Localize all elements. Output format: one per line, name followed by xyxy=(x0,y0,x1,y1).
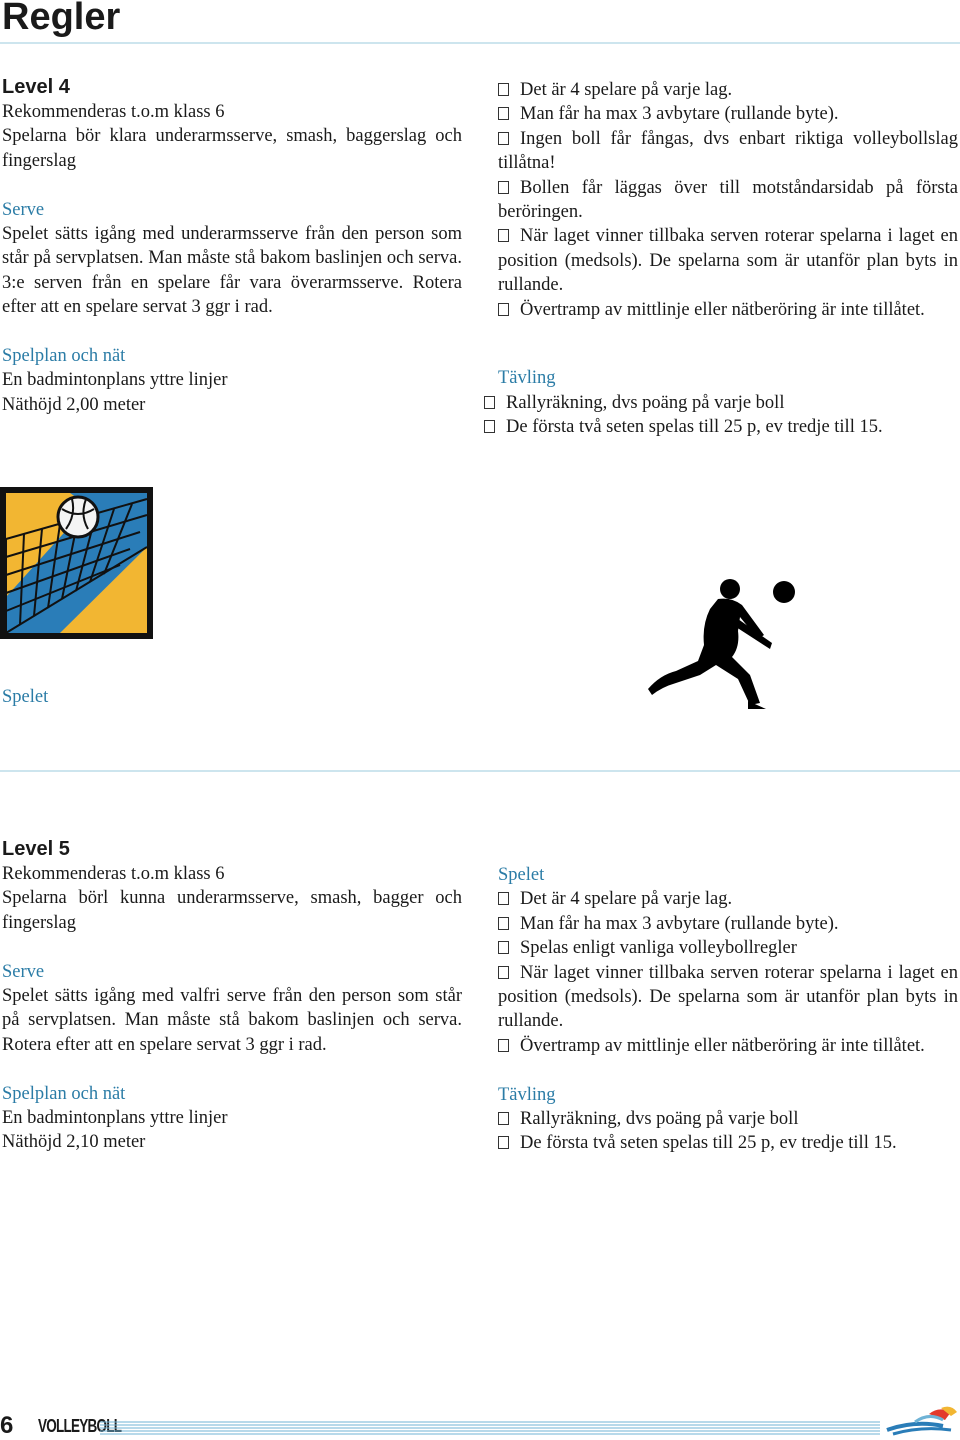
checkbox-bullet-icon xyxy=(498,181,509,194)
checkbox-bullet-icon xyxy=(498,966,509,979)
level5-serve-heading: Serve xyxy=(2,961,45,982)
level5-left-column xyxy=(2,836,462,1155)
checkbox-bullet-icon xyxy=(498,83,509,96)
level5-right-column xyxy=(498,863,958,1156)
level5-heading: Level 5 xyxy=(2,838,70,860)
level5-competition-item: De första två seten spelas till 25 p, ev tredje till 15. xyxy=(498,1131,958,1155)
level5-skills: Spelarna börl kunna underarmsserve, smash, bagger och fingerslag xyxy=(2,888,462,933)
level4-recommendation: Rekommenderas t.o.m klass 6 xyxy=(2,102,225,122)
footer-decorative-lines xyxy=(100,1420,880,1436)
level4-competition-item: De första två seten spelas till 25 p, ev tredje till 15. xyxy=(484,415,958,439)
level4-rule-item: Man får ha max 3 avbytare (rullande byte). xyxy=(498,102,958,126)
checkbox-bullet-icon xyxy=(498,1039,509,1052)
checkbox-bullet-icon xyxy=(498,1112,509,1125)
level4-court-lines: En badmintonplans yttre linjer xyxy=(2,370,228,391)
checkbox-bullet-icon xyxy=(484,396,495,409)
level4-competition-heading: Tävling xyxy=(498,368,556,389)
level5-rule-item: Övertramp av mittlinje eller nätberöring är inte tillåtet. xyxy=(498,1034,958,1058)
checkbox-bullet-icon xyxy=(498,107,509,120)
level4-game-section xyxy=(2,685,202,709)
checkbox-bullet-icon xyxy=(498,229,509,242)
checkbox-bullet-icon xyxy=(498,941,509,954)
level4-rule-item: Ingen boll får fångas, dvs enbart riktiga volleybollslag tillåtna! xyxy=(498,128,958,174)
level4-serve-text: Spelet sätts igång med underarmsserve från den person som står på servplatsen. Man måste stå bakom baslinjen och serva. 3:e serven från en spelare får vara överarmsserve. Rotera efter att en spelare servat 3 ggr i rad. xyxy=(2,224,462,318)
level5-court-lines: En badmintonplans yttre linjer xyxy=(2,1108,228,1129)
level5-rule-item: Man får ha max 3 avbytare (rullande byte). xyxy=(498,912,958,936)
level4-serve-heading: Serve xyxy=(2,199,45,220)
level4-court-heading: Spelplan och nät xyxy=(2,346,126,367)
checkbox-bullet-icon xyxy=(498,892,509,905)
level5-net-height: Näthöjd 2,10 meter xyxy=(2,1132,146,1153)
footer-brand: VOLLEYBOLL xyxy=(38,1416,122,1436)
level5-recommendation: Rekommenderas t.o.m klass 6 xyxy=(2,864,225,884)
level4-rule-item: När laget vinner tillbaka serven roterar spelarna i laget en position (medsols). De spelarna som är utanför plan byts in rullande. xyxy=(498,226,958,296)
page-title: Regler xyxy=(2,0,121,38)
brand-logo-icon xyxy=(885,1400,960,1438)
section-divider xyxy=(0,770,960,772)
level5-court-heading: Spelplan och nät xyxy=(2,1083,126,1104)
level4-competition-item: Rallyräkning, dvs poäng på varje boll xyxy=(484,391,958,415)
level5-game-heading: Spelet xyxy=(498,865,545,885)
checkbox-bullet-icon xyxy=(498,1136,509,1149)
level4-net-height: Näthöjd 2,00 meter xyxy=(2,394,146,415)
title-rule xyxy=(0,42,960,44)
level4-left-column xyxy=(2,74,462,417)
level4-skills: Spelarna bör klara underarmsserve, smash, baggerslag och fingerslag xyxy=(2,126,462,171)
level5-serve-text: Spelet sätts igång med valfri serve från den person som står på servplatsen. Man måste stå bakom baslinjen och serva. Rotera efter att en spelare servat 3 ggr i rad. xyxy=(2,986,462,1055)
level4-rule-item: Det är 4 spelare på varje lag. xyxy=(498,78,958,102)
level5-rule-item: Det är 4 spelare på varje lag. xyxy=(498,887,958,911)
volleyball-player-icon xyxy=(640,575,800,710)
level5-competition-item: Rallyräkning, dvs poäng på varje boll xyxy=(498,1107,958,1131)
level4-heading: Level 4 xyxy=(2,76,70,98)
checkbox-bullet-icon xyxy=(498,917,509,930)
level5-rule-item: När laget vinner tillbaka serven roterar spelarna i laget en position (medsols). De spelarna som är utanför plan byts in rullande. xyxy=(498,962,958,1032)
checkbox-bullet-icon xyxy=(498,132,509,145)
checkbox-bullet-icon xyxy=(484,420,495,433)
level4-right-column xyxy=(498,78,958,440)
page-number: 6 xyxy=(0,1412,14,1439)
level4-rule-item: Bollen får läggas över till motståndarsidab på första beröringen. xyxy=(498,177,958,223)
level4-rule-item: Övertramp av mittlinje eller nätberöring är inte tillåtet. xyxy=(498,298,958,322)
level4-game-heading: Spelet xyxy=(2,687,49,707)
level5-competition-heading: Tävling xyxy=(498,1084,556,1105)
volleyball-net-clipart xyxy=(0,487,153,639)
level5-rule-item: Spelas enligt vanliga volleybollregler xyxy=(498,936,958,960)
checkbox-bullet-icon xyxy=(498,303,509,316)
